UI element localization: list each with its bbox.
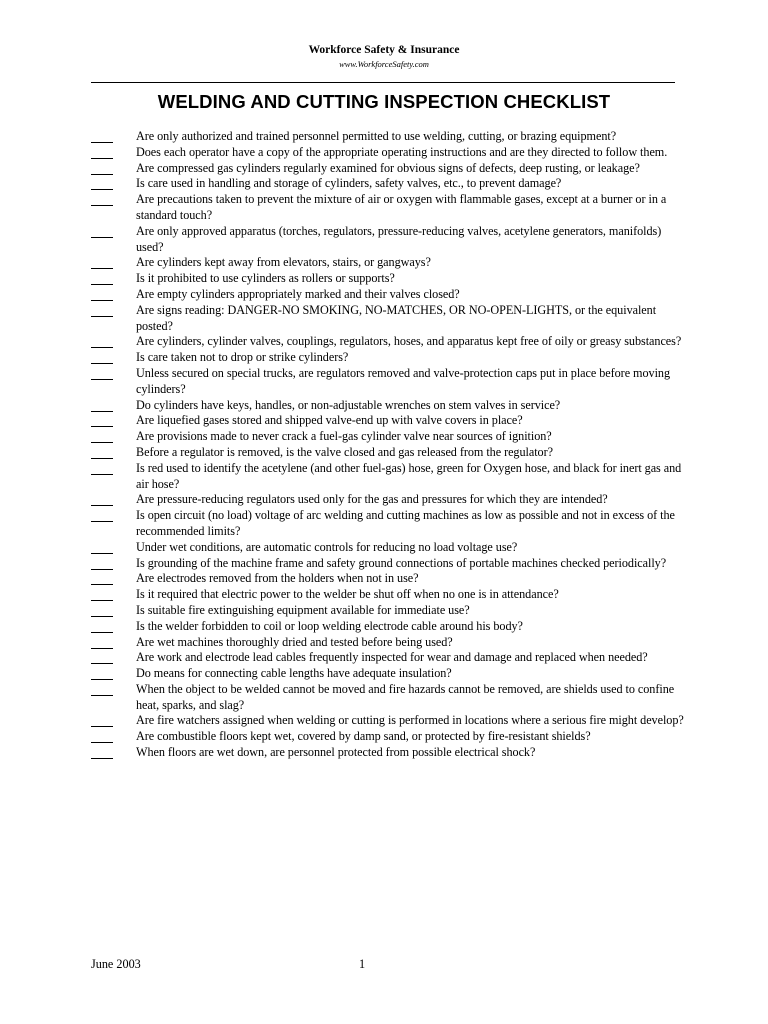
answer-blank[interactable] [91, 334, 113, 348]
checklist-item [91, 271, 691, 287]
checklist-question: Is care taken not to drop or strike cylinders? [136, 350, 349, 365]
checklist-question: Under wet conditions, are automatic controls for reducing no load voltage use? [136, 539, 518, 554]
answer-blank[interactable] [91, 540, 113, 554]
answer-blank[interactable] [91, 287, 113, 301]
checklist-question: Before a regulator is removed, is the valve closed and gas released from the regulator? [136, 444, 553, 459]
checklist-question: Are empty cylinders appropriately marked and their valves closed? [136, 286, 460, 301]
answer-blank[interactable] [91, 161, 113, 175]
header-divider [91, 82, 675, 83]
checklist-question: Are signs reading: DANGER-NO SMOKING, NO-MATCHES, OR NO-OPEN-LIGHTS, or the equivalent posted? [136, 302, 657, 333]
checklist-question: Is red used to identify the acetylene (and other fuel-gas) hose, green for Oxygen hose, and black for inert gas and air hose? [136, 460, 682, 491]
checklist-question: Does each operator have a copy of the appropriate operating instructions and are they directed to follow them. [136, 144, 668, 159]
checklist-item [91, 161, 691, 177]
checklist-question: Are only approved apparatus (torches, regulators, pressure-reducing valves, acetylene generators, manifolds) used? [136, 223, 662, 254]
checklist-item [91, 129, 691, 145]
answer-blank[interactable] [91, 429, 113, 443]
answer-blank[interactable] [91, 398, 113, 412]
answer-blank[interactable] [91, 682, 113, 696]
answer-blank[interactable] [91, 556, 113, 570]
checklist-item [91, 429, 691, 445]
checklist-item [91, 398, 691, 414]
answer-blank[interactable] [91, 571, 113, 585]
checklist-question: Are provisions made to never crack a fuel-gas cylinder valve near sources of ignition? [136, 429, 552, 444]
answer-blank[interactable] [91, 224, 113, 238]
website-url: www.WorkforceSafety.com [339, 59, 429, 69]
checklist-item [91, 176, 691, 192]
checklist-question: Are pressure-reducing regulators used only for the gas and pressures for which they are intended? [136, 492, 608, 507]
answer-blank[interactable] [91, 650, 113, 664]
checklist-item [91, 729, 691, 745]
checklist-item [91, 145, 691, 161]
answer-blank[interactable] [91, 508, 113, 522]
checklist-item [91, 682, 691, 714]
checklist-question: Is it prohibited to use cylinders as rollers or supports? [136, 271, 395, 286]
checklist-question: Are only authorized and trained personnel permitted to use welding, cutting, or brazing equipment? [136, 129, 617, 143]
checklist-question: Is open circuit (no load) voltage of arc welding and cutting machines as low as possible and not in excess of the recommended limits? [136, 508, 675, 538]
checklist-item [91, 492, 691, 508]
answer-blank[interactable] [91, 192, 113, 206]
checklist-item [91, 603, 691, 619]
answer-blank[interactable] [91, 303, 113, 317]
page-number: 1 [359, 957, 366, 971]
page-title: WELDING AND CUTTING INSPECTION CHECKLIST [157, 91, 611, 112]
checklist-item [91, 619, 691, 635]
checklist-question: Are combustible floors kept wet, covered by damp sand, or protected by fire-resistant shields? [136, 729, 591, 744]
checklist-question: Is the welder forbidden to coil or loop welding electrode cable around his body? [136, 618, 523, 633]
footer-date: June 2003 [91, 957, 141, 971]
checklist-item [91, 445, 691, 461]
answer-blank[interactable] [91, 255, 113, 269]
answer-blank[interactable] [91, 587, 113, 601]
organization-name: Workforce Safety & Insurance [308, 44, 460, 56]
answer-blank[interactable] [91, 492, 113, 506]
checklist-question: Are fire watchers assigned when welding or cutting is performed in locations where a serious fire might develop? [136, 713, 684, 728]
checklist-question: Are cylinders kept away from elevators, stairs, or gangways? [136, 255, 431, 270]
checklist-question: Are electrodes removed from the holders when not in use? [136, 571, 419, 586]
answer-blank[interactable] [91, 666, 113, 680]
checklist-item [91, 571, 691, 587]
checklist-item [91, 508, 691, 540]
checklist-item [91, 540, 691, 556]
checklist-item [91, 635, 691, 651]
checklist-item [91, 745, 691, 761]
checklist-question: Is grounding of the machine frame and safety ground connections of portable machines checked periodically? [136, 555, 667, 570]
checklist-item [91, 192, 691, 224]
checklist-question: When floors are wet down, are personnel protected from possible electrical shock? [136, 745, 536, 760]
checklist-item [91, 287, 691, 303]
answer-blank[interactable] [91, 271, 113, 285]
answer-blank[interactable] [91, 129, 113, 143]
checklist-item [91, 303, 691, 335]
answer-blank[interactable] [91, 635, 113, 649]
answer-blank[interactable] [91, 729, 113, 743]
checklist-question: Are work and electrode lead cables frequently inspected for wear and damage and replaced when needed? [136, 650, 648, 665]
checklist-question: Do cylinders have keys, handles, or non-adjustable wrenches on stem valves in service? [136, 397, 561, 412]
answer-blank[interactable] [91, 445, 113, 459]
checklist-item [91, 587, 691, 603]
checklist-item [91, 334, 691, 350]
checklist-question: Are liquefied gases stored and shipped valve-end up with valve covers in place? [136, 413, 523, 428]
checklist-question: Are compressed gas cylinders regularly examined for obvious signs of defects, deep rusting, or leakage? [136, 160, 640, 175]
checklist-question: Do means for connecting cable lengths have adequate insulation? [136, 666, 452, 681]
checklist-item [91, 556, 691, 572]
checklist-item [91, 413, 691, 429]
checklist-item [91, 255, 691, 271]
checklist-question: Is care used in handling and storage of cylinders, safety valves, etc., to prevent damage? [136, 176, 562, 191]
checklist-item [91, 350, 691, 366]
answer-blank[interactable] [91, 745, 113, 759]
checklist-item [91, 224, 691, 256]
checklist-question: Are wet machines thoroughly dried and tested before being used? [136, 634, 453, 649]
checklist-item [91, 366, 691, 398]
inspection-checklist [91, 129, 691, 761]
answer-blank[interactable] [91, 145, 113, 159]
answer-blank[interactable] [91, 619, 113, 633]
answer-blank[interactable] [91, 603, 113, 617]
checklist-item [91, 713, 691, 729]
answer-blank[interactable] [91, 366, 113, 380]
answer-blank[interactable] [91, 176, 113, 190]
checklist-item [91, 461, 691, 493]
checklist-item [91, 666, 691, 682]
answer-blank[interactable] [91, 413, 113, 427]
checklist-question: Is it required that electric power to the welder be shut off when no one is in attendance? [136, 587, 559, 602]
checklist-question: Are cylinders, cylinder valves, couplings, regulators, hoses, and apparatus kept free of oily or greasy substances? [136, 334, 682, 349]
answer-blank[interactable] [91, 461, 113, 475]
checklist-question: Are precautions taken to prevent the mixture of air or oxygen with flammable gases, except at a burner or in a standard touch? [136, 192, 667, 222]
answer-blank[interactable] [91, 713, 113, 727]
checklist-question: Unless secured on special trucks, are regulators removed and valve-protection caps put in place before moving cylinders? [136, 365, 670, 396]
answer-blank[interactable] [91, 350, 113, 364]
checklist-item [91, 650, 691, 666]
checklist-question: Is suitable fire extinguishing equipment available for immediate use? [136, 602, 470, 617]
checklist-question: When the object to be welded cannot be moved and fire hazards cannot be removed, are shields used to confine heat, sparks, and slag? [136, 681, 675, 712]
